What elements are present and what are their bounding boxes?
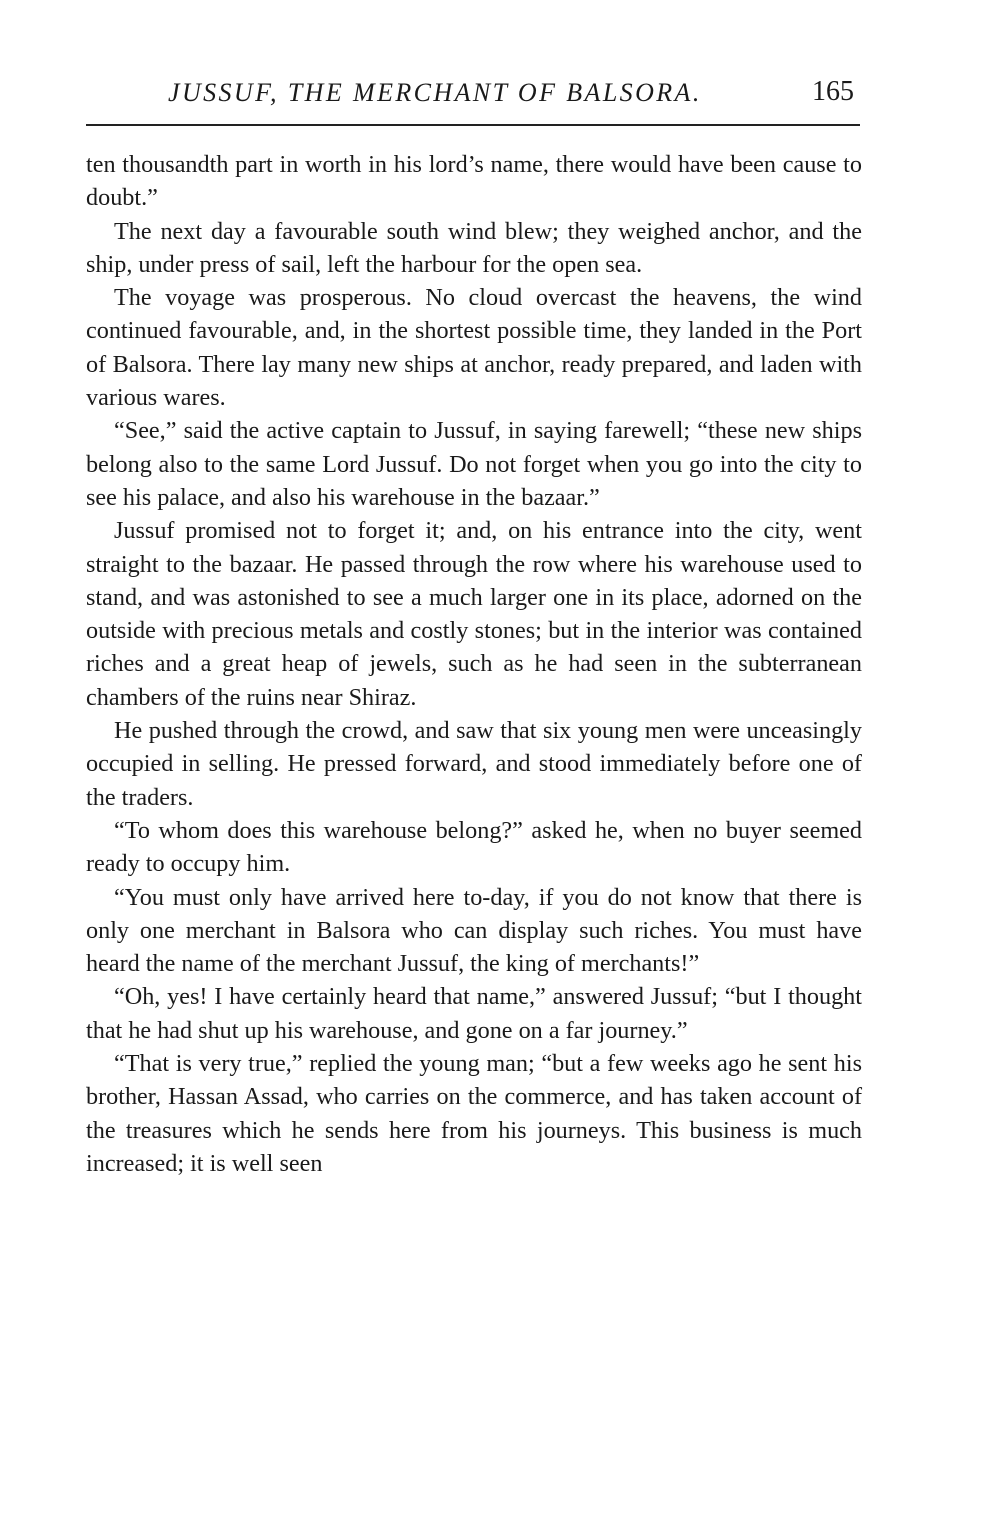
paragraph-4: “See,” said the active captain to Jussuf, in saying farewell; “these new ships belong also to the same Lord Jussuf. Do not forget when you go into the city to see his palace, and also his warehouse in the bazaar.” — [86, 417, 862, 511]
paragraph-9: “Oh, yes! I have certainly heard that name,” answered Jussuf; “but I thought that he had shut up his warehouse, and gone on a far journey.” — [86, 983, 862, 1044]
paragraph-6: He pushed through the crowd, and saw that six young men were unceasingly occupied in selling. He pressed forward, and stood immediately before one of the traders. — [86, 717, 862, 811]
running-title: JUSSUF, THE MERCHANT OF BALSORA. — [168, 78, 702, 107]
paragraph-1: ten thousandth part in worth in his lord’s name, there would have been cause to doubt.” — [86, 151, 862, 212]
paragraph-7: “To whom does this warehouse belong?” asked he, when no buyer seemed ready to occupy him. — [86, 816, 862, 878]
paragraph-2: The next day a favourable south wind blew; they weighed anchor, and the ship, under press of sail, left the harbour for the open sea. — [86, 217, 862, 278]
page-number: 165 — [812, 76, 854, 107]
header-rule — [86, 124, 860, 126]
body-text — [86, 148, 862, 1180]
paragraph-5: Jussuf promised not to forget it; and, on his entrance into the city, went straight to the bazaar. He passed through the row where his warehouse used to stand, and was astonished to see a much larger one in its place, adorned on the outside with precious metals and costly stones; but in the interior was contained riches and a great heap of jewels, such as he had seen in the subterranean chambers of the ruins near Shiraz. — [86, 517, 862, 711]
paragraph-8: “You must only have arrived here to-day, if you do not know that there is only one merchant in Balsora who can display such riches. You must have heard the name of the merchant Jussuf, the king of merchants!” — [86, 883, 862, 978]
page-header — [86, 72, 860, 116]
paragraph-3: The voyage was prosperous. No cloud overcast the heavens, the wind continued favourable, and, in the shortest possible time, they landed in the Port of Balsora. There lay many new ships at anchor, ready prepared, and laden with various wares. — [86, 284, 862, 412]
paragraph-10: “That is very true,” replied the young man; “but a few weeks ago he sent his brother, Hassan Assad, who carries on the commerce, and has taken account of the treasures which he sends here from his journeys. This business is much increased; it is well seen — [86, 1050, 862, 1177]
